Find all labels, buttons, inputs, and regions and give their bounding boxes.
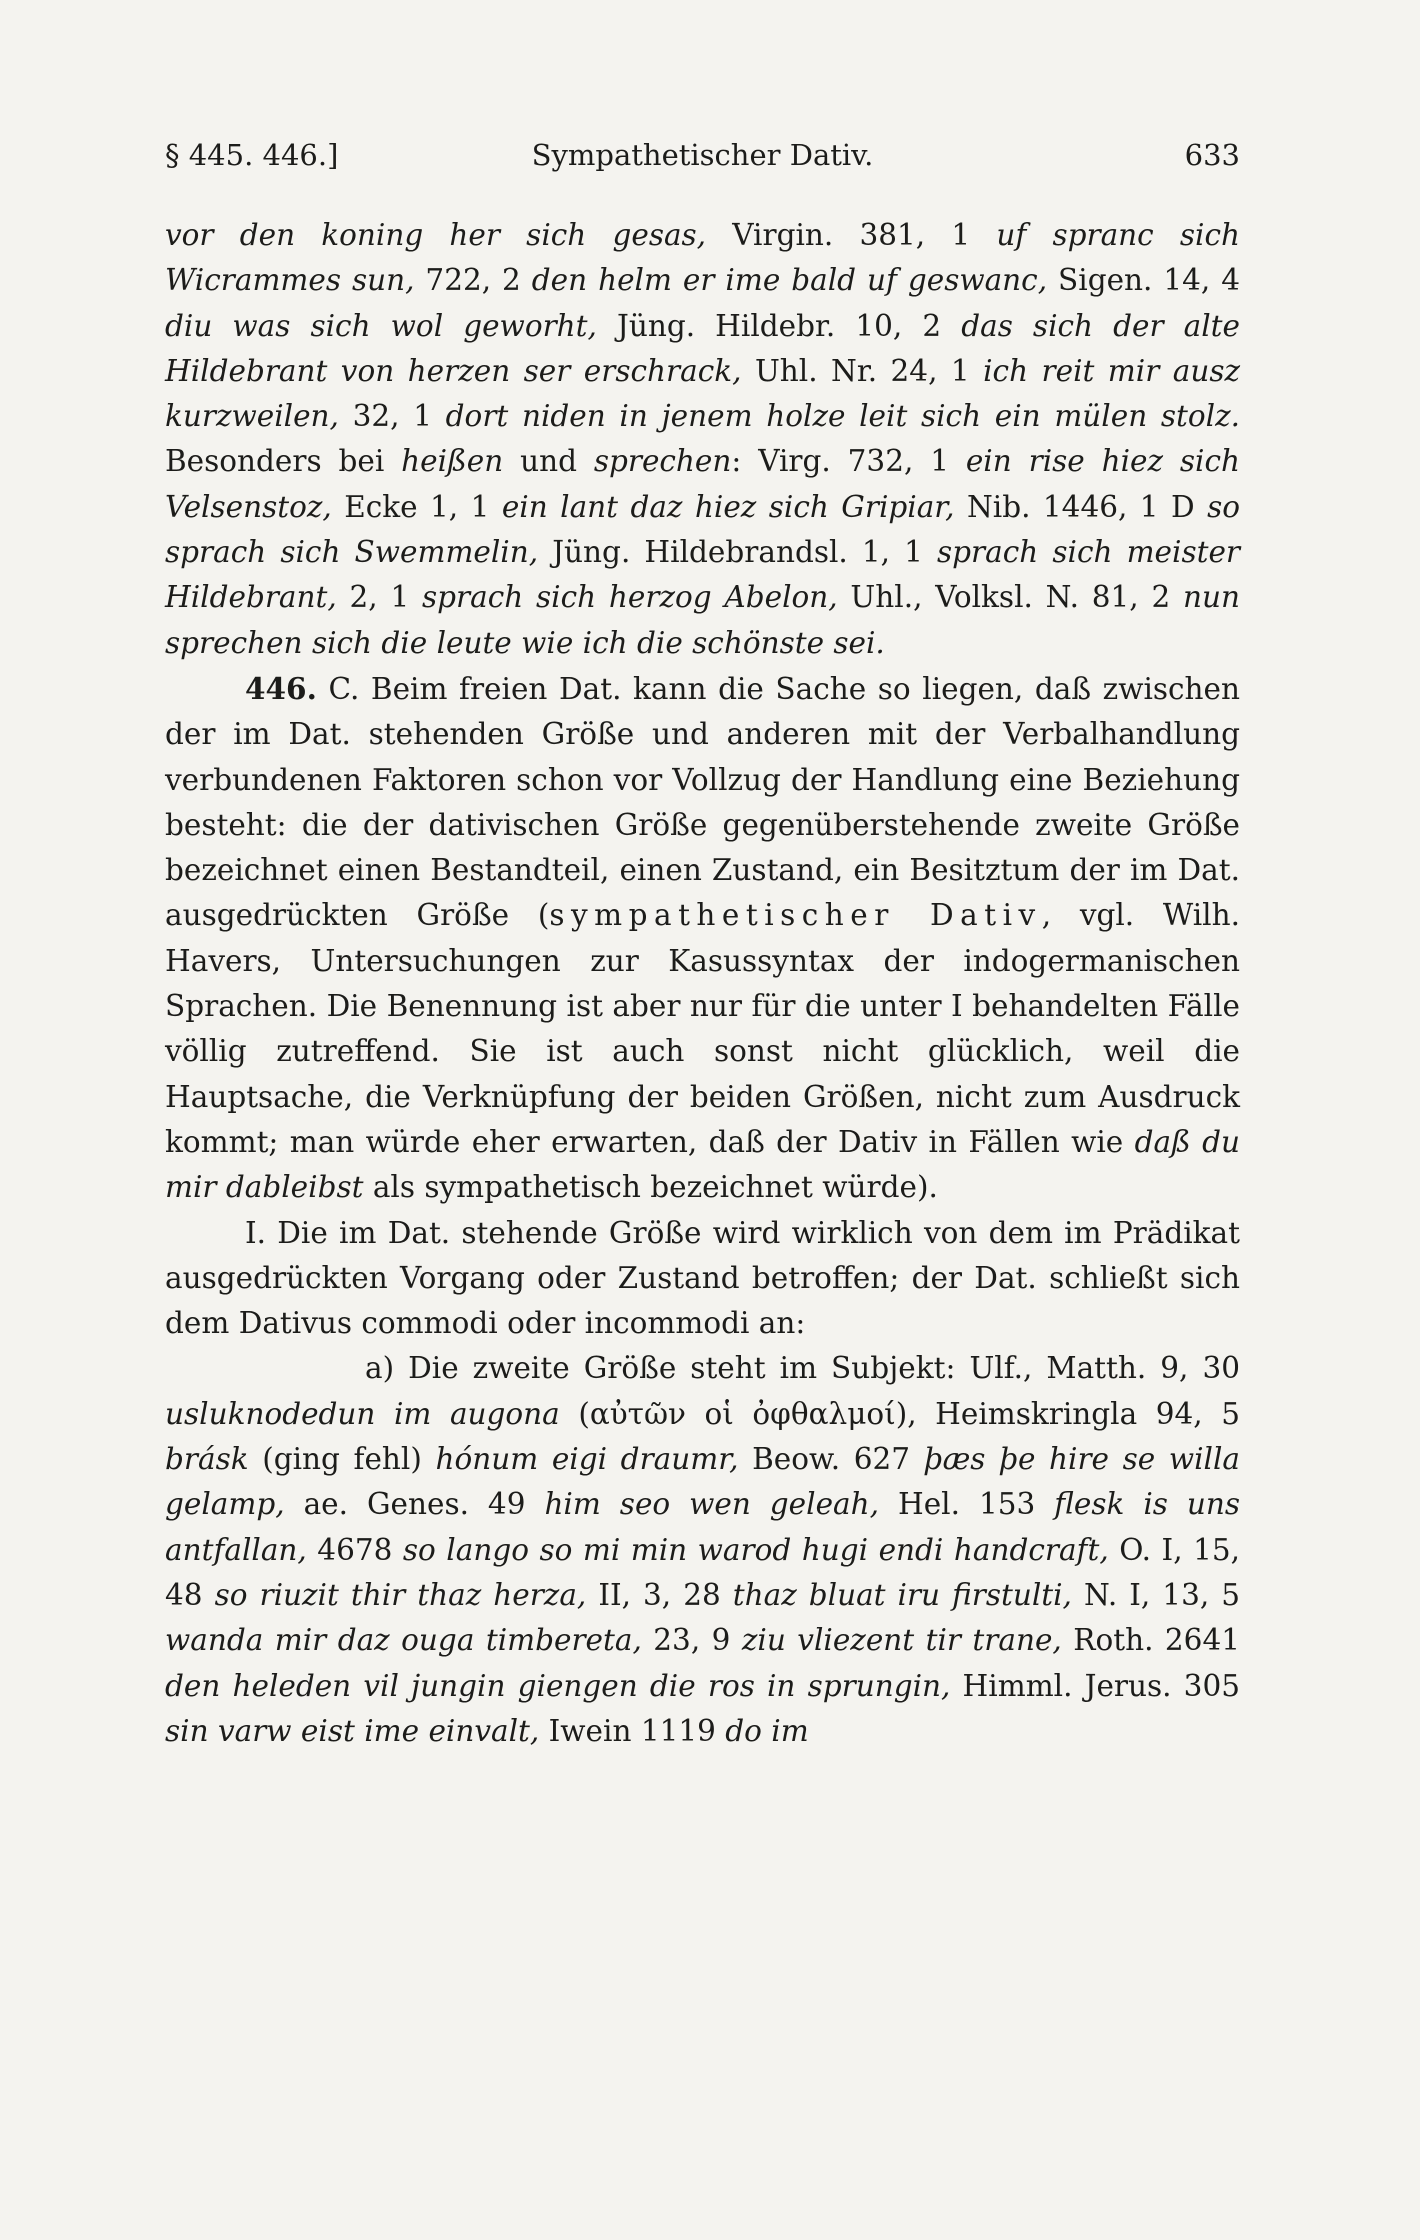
italic-quotation: das sich der alte Hildebrant von herzen ser erschrack,: [165, 308, 1240, 388]
italic-quotation: him seo wen geleah,: [544, 1487, 880, 1522]
italic-quotation: þæs þe hire se willa gelamp,: [165, 1442, 1241, 1522]
italic-quotation: ein lant daz hiez sich Gripiar,: [501, 489, 955, 524]
text-run: C. Beim freien Dat. kann die Sache so liegen, daß zwischen der im Dat. stehenden Größe und anderen mit der Verbalhandlung verbundenen Faktoren schon vor Vollzug der Handlung eine Beziehung besteht: die der dativischen Größe gegenüberstehende zweite Größe bezeichnet einen Bestandteil, einen Zustand, ein Besitztum der im Dat. ausgedrückten Größe (: [165, 671, 1240, 933]
italic-quotation: so riuzit thir thaz herza,: [214, 1577, 587, 1612]
italic-quotation: sprach sich meister Hildebrant,: [165, 535, 1240, 615]
body-text: [165, 213, 1240, 1754]
text-run: Jüng. Hildebr. 10, 2: [596, 308, 962, 343]
italic-quotation: hónum eigi draumr,: [435, 1442, 739, 1477]
text-run: 32, 1: [338, 399, 446, 434]
paragraph-446: [165, 666, 1240, 1211]
paragraph-section-I: [165, 1211, 1240, 1347]
italic-quotation: vor den koning her sich gesas,: [165, 218, 707, 252]
italic-quotation: diu was sich wol geworht,: [165, 308, 597, 343]
italic-quotation: so sprach sich Swemmelin,: [165, 489, 1240, 570]
italic-quotation: sprach sich herzog Abelon,: [422, 580, 838, 615]
italic-quotation: ich reit mir ausz kurzweilen,: [165, 353, 1241, 434]
text-run: O. I, 15, 48: [165, 1532, 1240, 1612]
text-run: a) Die zweite Größe steht im Subjekt: Ulf., Matth. 9, 30: [365, 1351, 1240, 1386]
text-run: (αὐτῶν οἱ ὀφθαλμοί), Heimskringla 94, 5: [559, 1396, 1240, 1431]
italic-quotation: uf spranc sich Wicrammes sun,: [165, 218, 1240, 298]
text-run: 23, 9: [641, 1623, 742, 1658]
italic-quotation: nun sprechen sich die leute wie ich die schönste sei.: [165, 580, 1240, 660]
text-run: Sigen. 14, 4: [1047, 263, 1241, 298]
italic-quotation: so lango so mi min warod hugi endi handcraft,: [402, 1532, 1109, 1567]
text-run: Iwein 1119: [539, 1713, 726, 1748]
text-run: 4678: [306, 1532, 403, 1567]
italic-quotation: thaz bluat iru firstulti,: [732, 1577, 1072, 1612]
text-run: Besonders bei: [165, 444, 402, 479]
section-reference: § 445. 446.]: [165, 138, 339, 172]
italic-quotation: usluknodedun im augona: [165, 1396, 560, 1431]
text-run: II, 3, 28: [586, 1577, 733, 1612]
italic-quotation: flesk is uns antfallan,: [165, 1487, 1241, 1567]
text-run: Hel. 153: [879, 1487, 1055, 1522]
paragraph-section-I-a: [165, 1346, 1240, 1754]
running-header: [165, 132, 1240, 178]
text-run: Virgin. 381, 1: [706, 218, 997, 252]
text-run: Uhl., Volksl. N. 81, 2: [837, 580, 1183, 615]
italic-quotation: ein rise hiez sich Velsenstoz,: [165, 444, 1241, 524]
text-run: : Virg. 732, 1: [731, 444, 966, 479]
running-title: Sympathetischer Dativ.: [531, 138, 874, 172]
text-run: als sympathetisch bezeichnet würde).: [363, 1170, 938, 1205]
text-run: , vgl. Wilh. Havers, Untersuchungen zur Kasussyntax der indogermanischen Sprachen. Die Benennung ist aber nur für die unter I behandelten Fälle völlig zutreffend. Sie ist auch sonst nicht glücklich, weil die Hauptsache, die Verknüpfung der beiden Größen, nicht zum Ausdruck kommt; man würde eher erwarten, daß der Dativ in Fällen wie: [165, 898, 1240, 1159]
text-run: Beow. 627: [738, 1442, 924, 1477]
section-number: 446.: [245, 670, 317, 706]
italic-quotation: ziu vliezent tir trane,: [741, 1623, 1062, 1658]
italic-quotation: wanda mir daz ouga timbereta,: [165, 1623, 642, 1658]
text-run: und: [503, 444, 594, 479]
text-run: Jüng. Hildebrandsl. 1, 1: [538, 535, 938, 570]
italic-quotation: brásk: [165, 1442, 249, 1477]
italic-quotation: sin varw eist ime einvalt,: [165, 1713, 540, 1748]
italic-quotation: dort niden in jenem holze leit sich ein mülen stolz.: [445, 399, 1240, 434]
text-run: Ecke 1, 1: [331, 489, 502, 524]
text-run: Roth. 2641: [1061, 1623, 1240, 1658]
text-run: 2, 1: [336, 580, 423, 615]
text-run: I. Die im Dat. stehende Größe wird wirklich von dem im Prädikat ausgedrückten Vorgang oder Zustand betroffen; der Dat. schließt sich dem Dativus commodi oder incommodi an:: [165, 1215, 1240, 1341]
italic-quotation: do im: [725, 1713, 809, 1748]
text-run: Nib. 1446, 1 D: [954, 489, 1208, 524]
text-run: N. I, 13, 5: [1071, 1577, 1240, 1612]
text-run: (ging fehl): [248, 1442, 436, 1477]
text-run: Uhl. Nr. 24, 1: [741, 353, 984, 388]
spaced-term: sympathetischer Dativ: [549, 898, 1042, 933]
paragraph-445-continuation: [165, 213, 1240, 666]
text-run: ae. Genes. 49: [284, 1487, 545, 1522]
text-run: 722, 2: [414, 263, 532, 298]
italic-quotation: den helm er ime bald uf geswanc,: [531, 263, 1048, 298]
page-number: 633: [1184, 138, 1240, 172]
italic-quotation: sprechen: [593, 444, 732, 479]
text-run: Himml. Jerus. 305: [950, 1668, 1240, 1703]
italic-quotation: heißen: [401, 444, 504, 479]
italic-quotation: den heleden vil jungin giengen die ros in sprungin,: [165, 1668, 951, 1703]
italic-quotation: daß du mir dableibst: [165, 1124, 1240, 1205]
